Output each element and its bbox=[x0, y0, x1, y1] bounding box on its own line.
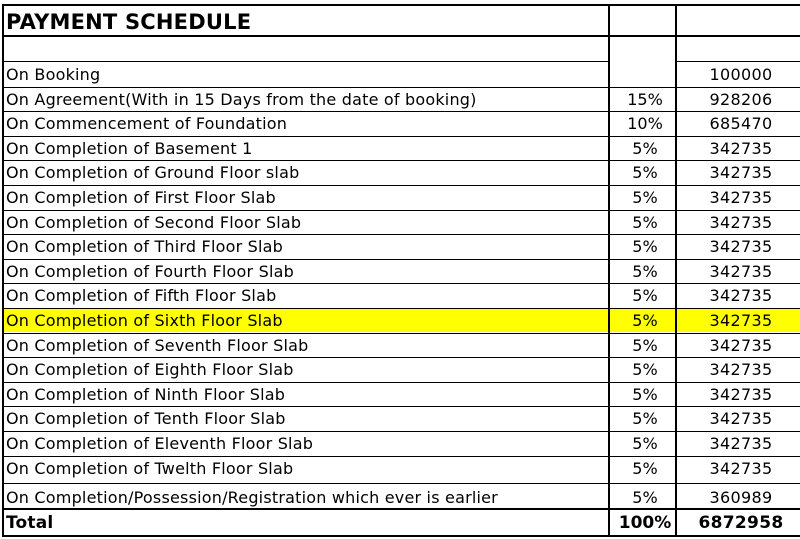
amount-cell: 342735 bbox=[709, 434, 773, 453]
table-row bbox=[4, 283, 800, 307]
table-row bbox=[4, 136, 800, 160]
amount-cell: 342735 bbox=[709, 409, 773, 429]
table-row bbox=[4, 62, 800, 86]
percent-cell: 5% bbox=[632, 488, 658, 507]
final-row bbox=[4, 485, 800, 509]
percent-cell: 5% bbox=[632, 212, 658, 232]
grid-line bbox=[4, 283, 800, 284]
amount-cell: 342735 bbox=[709, 286, 773, 306]
percent-cell: 5% bbox=[632, 237, 658, 257]
grid-line bbox=[4, 160, 800, 161]
stage-cell: On Booking bbox=[6, 65, 101, 84]
grid-line bbox=[4, 308, 800, 309]
percent-cell: 5% bbox=[632, 458, 658, 478]
stage-cell: On Completion of Sixth Floor Slab bbox=[6, 311, 283, 330]
title-row bbox=[4, 6, 800, 36]
grid-line bbox=[4, 259, 800, 260]
stage-cell: On Completion of Basement 1 bbox=[6, 138, 253, 158]
percent-cell: 5% bbox=[632, 138, 658, 158]
amount-cell: 342735 bbox=[709, 138, 773, 158]
stage-cell: On Completion of Seventh Floor Slab bbox=[6, 335, 309, 355]
stage-cell: On Agreement(With in 15 Days from the date of booking) bbox=[6, 89, 477, 109]
percent-cell: 5% bbox=[632, 384, 658, 404]
grid-line bbox=[4, 483, 800, 484]
amount-cell: 685470 bbox=[709, 114, 773, 134]
stage-cell: On Completion of Ground Floor slab bbox=[6, 163, 300, 183]
grid-line bbox=[4, 431, 800, 432]
grid-line bbox=[4, 87, 800, 88]
grid-line bbox=[4, 136, 800, 137]
amount-cell: 342735 bbox=[709, 163, 773, 183]
percent-cell: 5% bbox=[632, 409, 658, 429]
grid-line bbox=[4, 185, 800, 186]
amount-cell: 342735 bbox=[709, 212, 773, 232]
stage-cell: On Completion of Tenth Floor Slab bbox=[6, 409, 286, 429]
percent-cell: 5% bbox=[632, 261, 658, 281]
percent-cell: 5% bbox=[632, 163, 658, 183]
stage-cell: On Completion of First Floor Slab bbox=[6, 188, 276, 207]
grid-line bbox=[4, 456, 800, 457]
amount-cell: 342735 bbox=[709, 458, 773, 478]
amount-cell: 342735 bbox=[709, 335, 773, 355]
percent-cell: 5% bbox=[632, 335, 658, 355]
amount-cell: 342735 bbox=[709, 311, 773, 330]
stage-cell: On Commencement of Foundation bbox=[6, 114, 288, 134]
percent-cell: 10% bbox=[627, 114, 663, 134]
grid-line bbox=[4, 61, 610, 62]
grid-line bbox=[4, 357, 800, 358]
table-row bbox=[4, 185, 800, 209]
grid-line bbox=[4, 333, 800, 334]
percent-cell: 5% bbox=[632, 434, 658, 453]
table-row bbox=[4, 259, 800, 283]
amount-cell: 360989 bbox=[709, 488, 773, 507]
stage-cell: On Completion of Second Floor Slab bbox=[6, 212, 302, 232]
grid-line bbox=[4, 406, 800, 407]
total-rule bbox=[4, 508, 800, 510]
total-row bbox=[4, 510, 800, 534]
table-row bbox=[4, 234, 800, 258]
table-row bbox=[4, 406, 800, 430]
table-row bbox=[4, 160, 800, 184]
table-row bbox=[4, 431, 800, 455]
stage-cell: Total bbox=[6, 513, 54, 533]
amount-cell: 100000 bbox=[709, 65, 773, 84]
stage-cell: On Completion/Possession/Registration which ever is earlier bbox=[6, 488, 498, 507]
table-row bbox=[4, 111, 800, 135]
grid-line bbox=[4, 210, 800, 211]
percent-cell: 15% bbox=[627, 89, 663, 109]
stage-cell: On Completion of Twelth Floor Slab bbox=[6, 458, 294, 478]
percent-cell: 5% bbox=[632, 360, 658, 380]
amount-cell: 342735 bbox=[709, 261, 773, 281]
table-title: PAYMENT SCHEDULE bbox=[6, 10, 252, 34]
table-row bbox=[4, 87, 800, 111]
stage-cell: On Completion of Fifth Floor Slab bbox=[6, 286, 277, 306]
table-row bbox=[4, 210, 800, 234]
grid-line bbox=[4, 382, 800, 383]
amount-cell: 342735 bbox=[709, 188, 773, 207]
column-divider bbox=[608, 4, 610, 535]
stage-cell: On Completion of Fourth Floor Slab bbox=[6, 261, 294, 281]
table-row bbox=[4, 357, 800, 381]
percent-cell: 100% bbox=[618, 513, 672, 533]
amount-cell: 342735 bbox=[709, 237, 773, 257]
title-rule bbox=[4, 35, 800, 37]
table-row bbox=[4, 333, 800, 357]
stage-cell: On Completion of Eighth Floor Slab bbox=[6, 360, 294, 380]
amount-cell: 342735 bbox=[709, 384, 773, 404]
percent-cell: 5% bbox=[632, 311, 658, 330]
percent-cell: 5% bbox=[632, 286, 658, 306]
stage-cell: On Completion of Eleventh Floor Slab bbox=[6, 434, 314, 453]
stage-cell: On Completion of Ninth Floor Slab bbox=[6, 384, 286, 404]
table-row bbox=[4, 308, 800, 332]
grid-line bbox=[676, 61, 800, 62]
amount-cell: 6872958 bbox=[698, 513, 784, 533]
percent-cell: 5% bbox=[632, 188, 658, 207]
grid-line bbox=[4, 234, 800, 235]
amount-cell: 928206 bbox=[709, 89, 773, 109]
column-divider bbox=[675, 4, 677, 535]
table-row bbox=[4, 382, 800, 406]
stage-cell: On Completion of Third Floor Slab bbox=[6, 237, 284, 257]
amount-cell: 342735 bbox=[709, 360, 773, 380]
grid-line bbox=[4, 111, 800, 112]
table-row bbox=[4, 456, 800, 480]
